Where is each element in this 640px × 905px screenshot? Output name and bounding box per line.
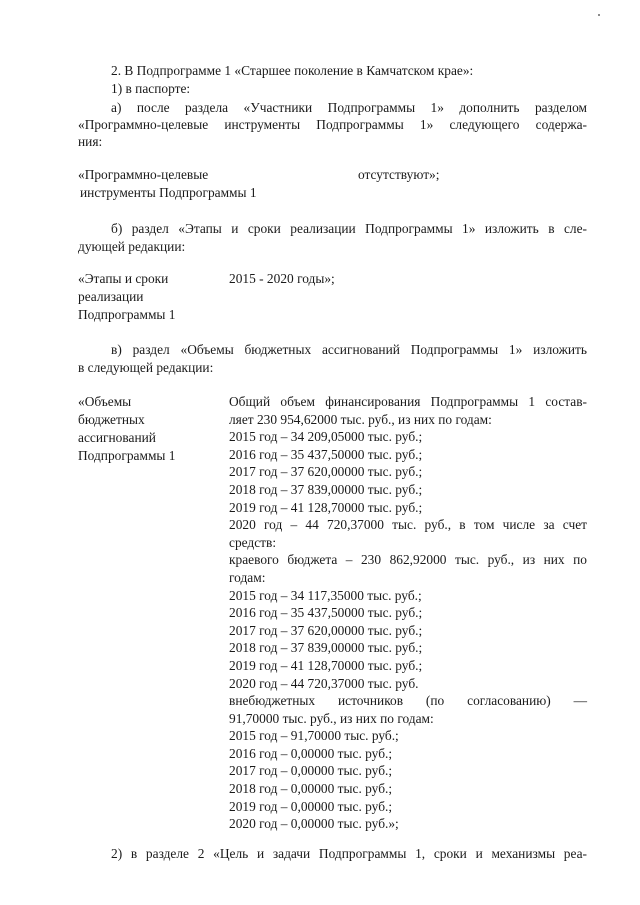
tools-value: отсутствуют»; <box>358 167 440 182</box>
budget-line: годам: <box>229 569 266 585</box>
budget-line: Общий объем финансирования Подпрограммы 1 состав- <box>229 394 587 409</box>
paragraph-a-line1: а) после раздела «Участники Подпрограммы 1» дополнить разделом <box>111 100 587 115</box>
budget-line: 2016 год – 35 437,50000 тыс. руб.; <box>229 605 423 621</box>
tools-label-line1: «Программно-целевые <box>78 167 209 182</box>
budget-line: 2017 год – 37 620,00000 тыс. руб.; <box>229 464 423 480</box>
budget-line: внебюджетных источников (по согласованию) — <box>229 693 587 709</box>
budget-line: 2019 год – 41 128,70000 тыс. руб.; <box>229 499 423 515</box>
paragraph-b-line2: дующей редакции: <box>78 239 186 254</box>
budget-line: 2019 год – 0,00000 тыс. руб.; <box>229 798 393 814</box>
stages-label-line2: реализации <box>78 289 144 304</box>
budget-line: 2020 год – 44 720,37000 тыс. руб., в том числе за счет <box>229 517 587 533</box>
scan-dot <box>598 14 600 16</box>
budget-line: средств: <box>229 534 277 550</box>
paragraph-a-line3: ния: <box>78 134 103 149</box>
budget-line: 2015 год – 34 209,05000 тыс. руб.; <box>229 429 423 445</box>
budget-label-line1: «Объемы <box>78 394 132 409</box>
budget-line: ляет 230 954,62000 тыс. руб., из них по годам: <box>229 411 492 427</box>
item2-intro: 2. В Подпрограмме 1 «Старшее поколение в Камчатском крае»: <box>111 63 474 78</box>
budget-line: 2017 год – 0,00000 тыс. руб.; <box>229 763 393 779</box>
budget-line: 2018 год – 0,00000 тыс. руб.; <box>229 781 393 797</box>
budget-line: 2018 год – 37 839,00000 тыс. руб.; <box>229 640 423 656</box>
paragraph-v-line1: в) раздел «Объемы бюджетных ассигнований Подпрограммы 1» изложить <box>111 342 587 357</box>
stages-label-line3: Подпрограммы 1 <box>78 307 176 322</box>
stages-value: 2015 - 2020 годы»; <box>229 271 335 286</box>
budget-line: 2019 год – 41 128,70000 тыс. руб.; <box>229 657 423 673</box>
budget-line: 2015 год – 34 117,35000 тыс. руб.; <box>229 587 422 603</box>
stages-label-line1: «Этапы и сроки <box>78 271 169 286</box>
budget-line: 2016 год – 35 437,50000 тыс. руб.; <box>229 446 423 462</box>
budget-line: краевого бюджета – 230 862,92000 тыс. руб., из них по <box>229 552 587 568</box>
budget-label-line4: Подпрограммы 1 <box>78 448 176 463</box>
paragraph-b-line1: б) раздел «Этапы и сроки реализации Подпрограммы 1» изложить в сле- <box>111 221 587 236</box>
item2-sub1: 1) в паспорте: <box>111 81 191 96</box>
budget-line: 2017 год – 37 620,00000 тыс. руб.; <box>229 622 423 638</box>
budget-line: 2016 год – 0,00000 тыс. руб.; <box>229 745 393 761</box>
item2-sub2: 2) в разделе 2 «Цель и задачи Подпрограммы 1, сроки и механизмы реа- <box>111 846 587 861</box>
tools-label-line2: инструменты Подпрограммы 1 <box>80 185 257 200</box>
budget-line: 2020 год – 44 720,37000 тыс. руб. <box>229 675 419 691</box>
budget-line: 2018 год – 37 839,00000 тыс. руб.; <box>229 481 423 497</box>
budget-value-block <box>229 393 587 833</box>
budget-line: 2015 год – 91,70000 тыс. руб.; <box>229 728 399 744</box>
budget-label-line3: ассигнований <box>78 430 156 445</box>
budget-line: 2020 год – 0,00000 тыс. руб.»; <box>229 816 399 832</box>
paragraph-v-line2: в следующей редакции: <box>78 360 214 375</box>
budget-label-line2: бюджетных <box>78 412 145 427</box>
paragraph-a-line2: «Программно-целевые инструменты Подпрограммы 1» следующего содержа- <box>78 117 587 132</box>
budget-line: 91,70000 тыс. руб., из них по годам: <box>229 710 434 726</box>
